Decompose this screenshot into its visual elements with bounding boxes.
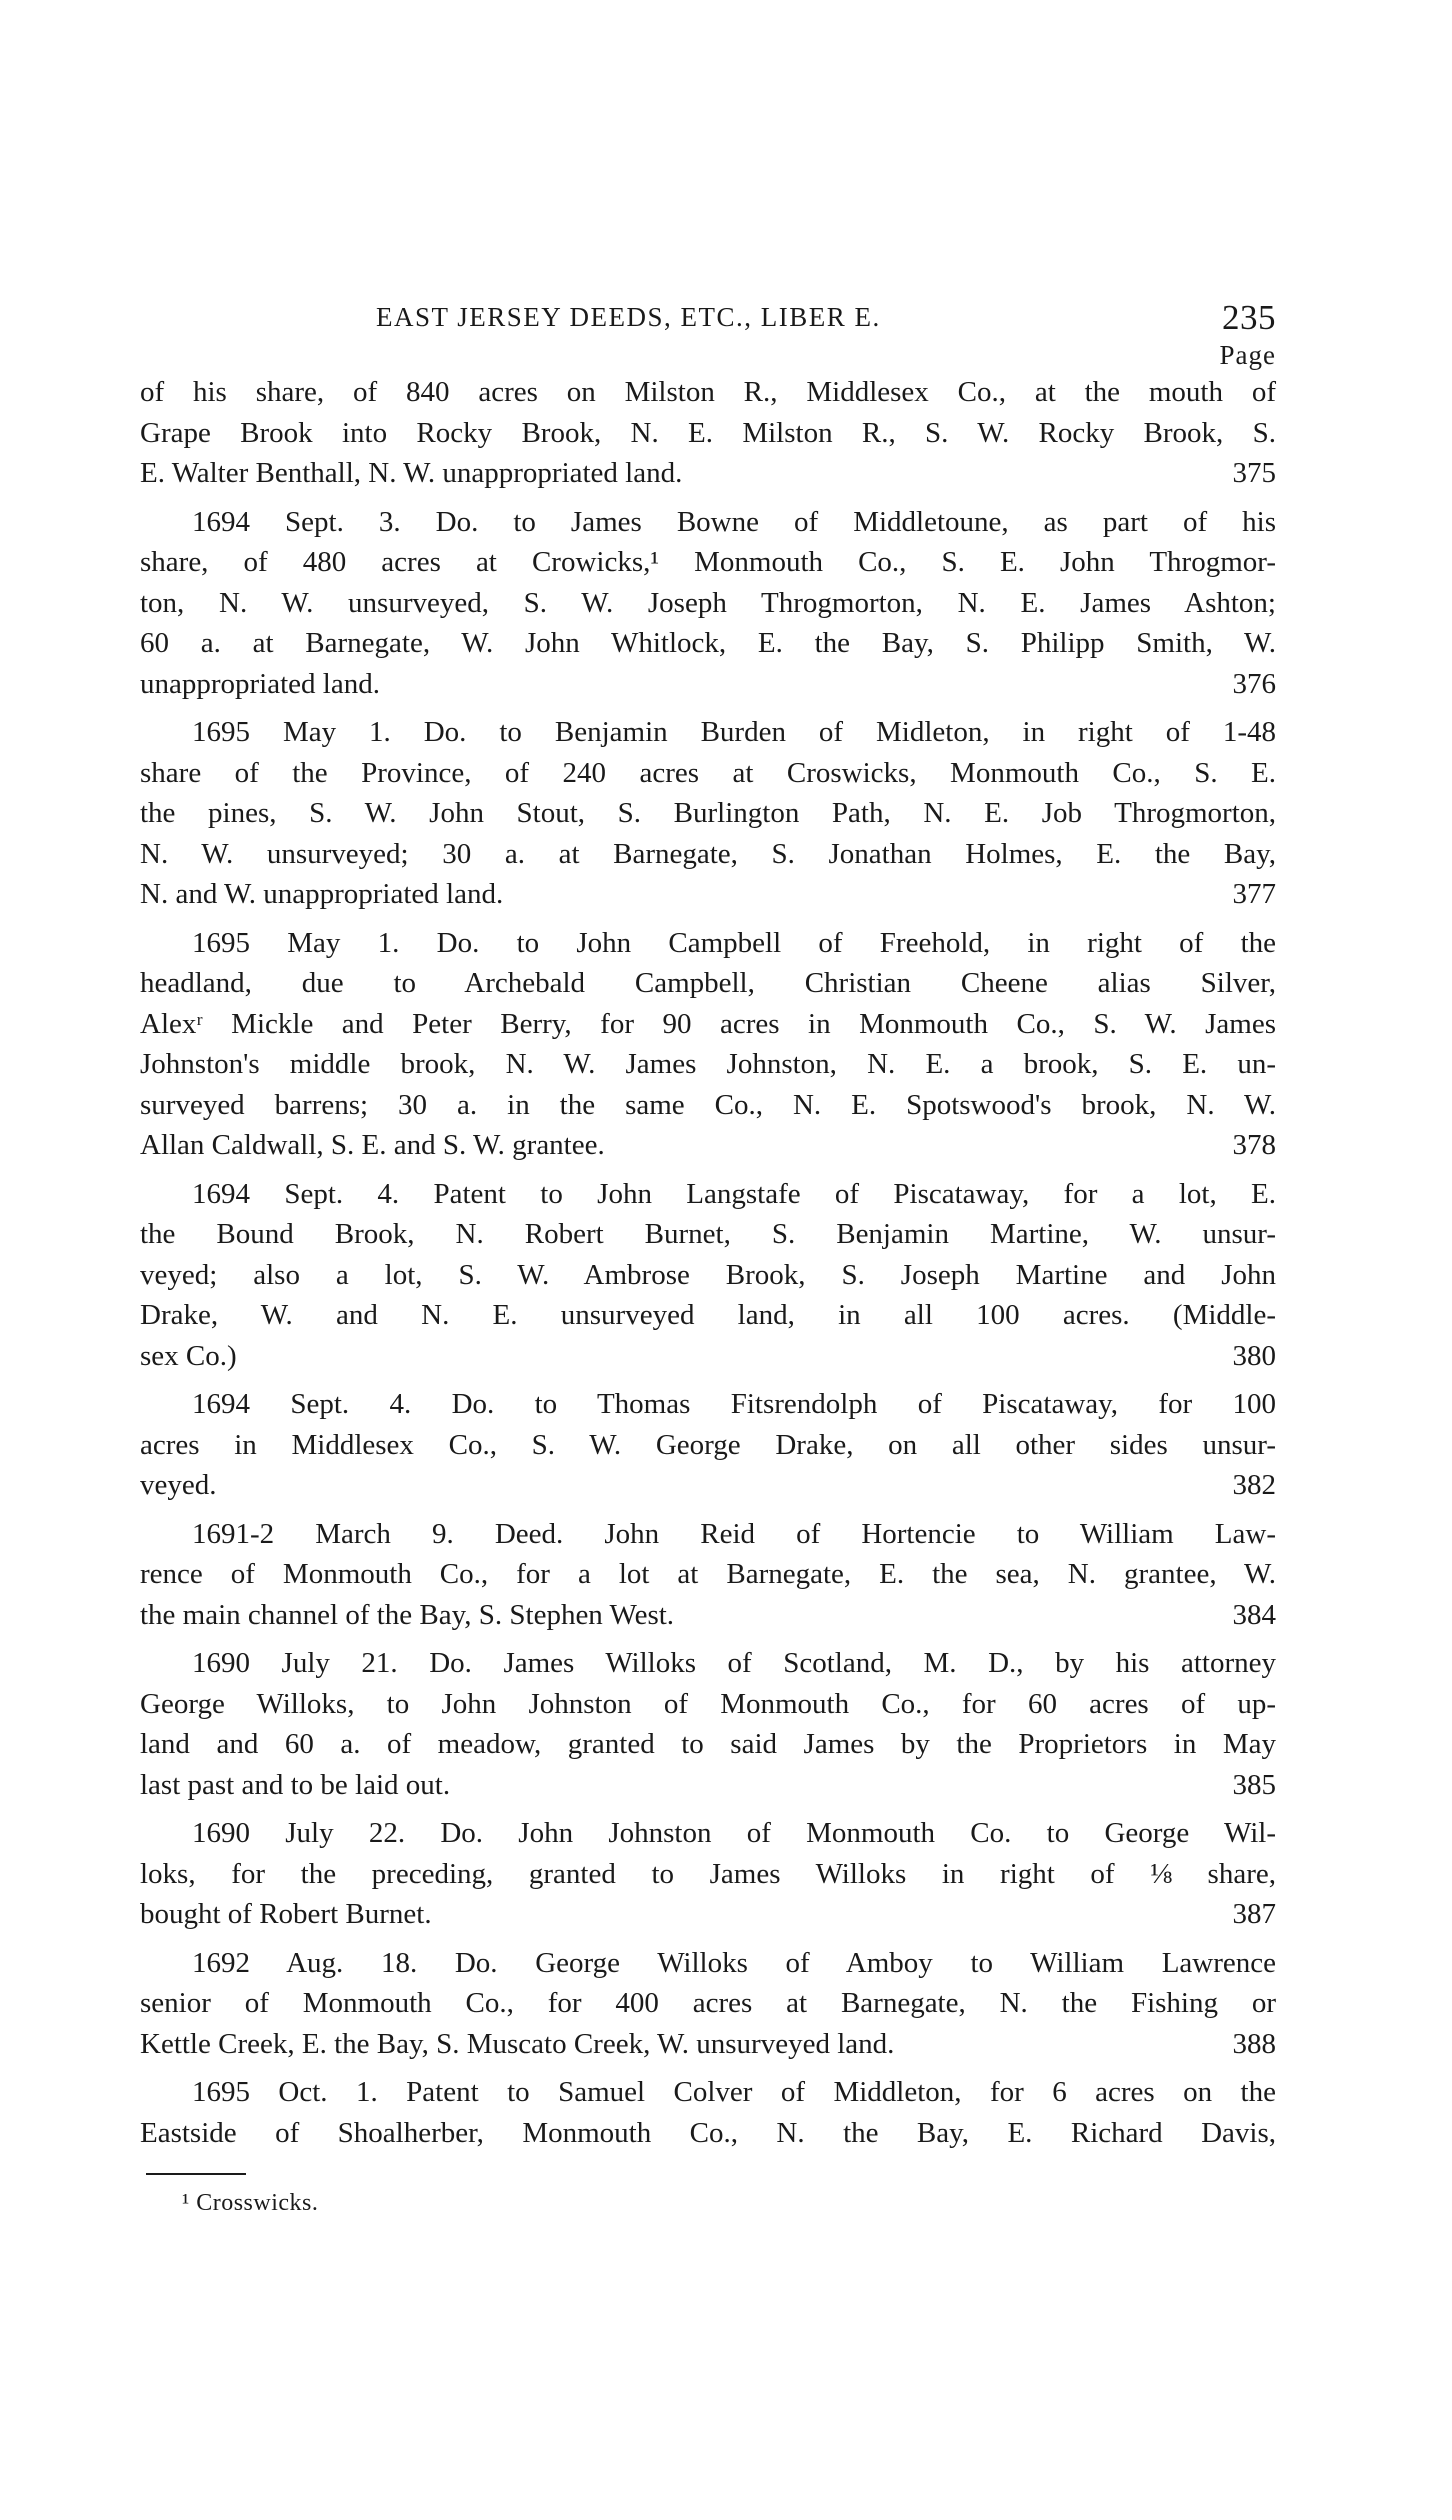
deed-entries <box>140 372 1276 2161</box>
entry-line-text: sex Co.) <box>140 1339 237 1372</box>
deed-entry <box>140 1813 1276 1935</box>
entry-line-text: 1695 May 1. Do. to Benjamin Burden of Midleton, in right of 1-48 <box>192 716 1276 748</box>
deed-entry <box>140 1174 1276 1377</box>
deed-entry <box>140 1643 1276 1805</box>
entry-line-text: 1691-2 March 9. Deed. John Reid of Hortencie to William Law- <box>192 1517 1276 1550</box>
entry-line-text: 1694 Sept. 3. Do. to James Bowne of Middletoune, as part of his <box>192 505 1276 538</box>
folio-number: 380 <box>1232 1339 1276 1372</box>
entry-line <box>140 413 1276 454</box>
folio-number: 377 <box>1232 878 1276 910</box>
entry-line <box>140 1425 1276 1466</box>
entry-line <box>140 453 1276 494</box>
running-header <box>376 298 1276 342</box>
entry-line <box>140 1004 1276 1045</box>
entry-line-text: 1690 July 21. Do. James Willoks of Scotland, M. D., by his attorney <box>192 1647 1276 1679</box>
entry-line-text: 1695 May 1. Do. to John Campbell of Freehold, in right of the <box>192 926 1276 959</box>
entry-line-text: rence of Monmouth Co., for a lot at Barnegate, E. the sea, N. grantee, W. <box>140 1558 1276 1590</box>
entry-line-text: 1694 Sept. 4. Patent to John Langstafe of Piscataway, for a lot, E. <box>192 1177 1276 1210</box>
entry-line-text: Allan Caldwall, S. E. and S. W. grantee. <box>140 1129 605 1161</box>
running-title: EAST JERSEY DEEDS, ETC., LIBER E. <box>376 302 881 332</box>
entry-line-text: N. W. unsurveyed; 30 a. at Barnegate, S. Jonathan Holmes, E. the Bay, <box>140 837 1276 870</box>
entry-line-text: 1694 Sept. 4. Do. to Thomas Fitsrendolph of Piscataway, for 100 <box>192 1388 1276 1420</box>
footnote: ¹ Crosswicks. <box>182 2190 319 2216</box>
entry-line-text: share, of 480 acres at Crowicks,¹ Monmouth Co., S. E. John Throgmor- <box>140 546 1276 578</box>
entry-line <box>140 834 1276 875</box>
entry-line <box>140 753 1276 794</box>
entry-line <box>140 1384 1276 1425</box>
entry-line-text: loks, for the preceding, granted to James Willoks in right of ⅛ share, <box>140 1857 1276 1890</box>
entry-line <box>140 1554 1276 1595</box>
folio-number: 387 <box>1232 1898 1276 1930</box>
entry-line <box>140 1295 1276 1336</box>
entry-line <box>140 1255 1276 1296</box>
entry-line <box>140 712 1276 753</box>
entry-line <box>140 1085 1276 1126</box>
entry-line-text: headland, due to Archebald Campbell, Christian Cheene alias Silver, <box>140 967 1276 999</box>
entry-line <box>140 1943 1276 1984</box>
folio-number: 378 <box>1232 1129 1276 1161</box>
entry-line-text: the pines, S. W. John Stout, S. Burlington Path, N. E. Job Throgmorton, <box>140 797 1276 829</box>
entry-line-text: veyed; also a lot, S. W. Ambrose Brook, S. Joseph Martine and John <box>140 1258 1276 1291</box>
entry-line-text: Eastside of Shoalherber, Monmouth Co., N. the Bay, E. Richard Davis, <box>140 2116 1276 2149</box>
entry-line <box>140 1214 1276 1255</box>
entry-line <box>140 2024 1276 2065</box>
entry-line <box>140 502 1276 543</box>
entry-line <box>140 923 1276 964</box>
deed-entry <box>140 1943 1276 2065</box>
deed-entry <box>140 712 1276 915</box>
footnote-rule <box>146 2173 246 2175</box>
entry-line-text: acres in Middlesex Co., S. W. George Drake, on all other sides unsur- <box>140 1428 1276 1461</box>
entry-line-text: Alexʳ Mickle and Peter Berry, for 90 acres in Monmouth Co., S. W. James <box>140 1007 1276 1040</box>
entry-line <box>140 1854 1276 1895</box>
entry-line-text: Drake, W. and N. E. unsurveyed land, in all 100 acres. (Middle- <box>140 1299 1276 1331</box>
entry-line-text: of his share, of 840 acres on Milston R., Middlesex Co., at the mouth of <box>140 376 1276 408</box>
folio-number: 385 <box>1232 1768 1276 1801</box>
entry-line <box>140 664 1276 705</box>
entry-line <box>140 1813 1276 1854</box>
entry-line <box>140 623 1276 664</box>
entry-line-text: Johnston's middle brook, N. W. James Johnston, N. E. a brook, S. E. un- <box>140 1048 1276 1080</box>
entry-line <box>140 542 1276 583</box>
entry-line-text: N. and W. unappropriated land. <box>140 878 504 910</box>
entry-line-text: surveyed barrens; 30 a. in the same Co., N. E. Spotswood's brook, N. W. <box>140 1088 1276 1121</box>
folio-number: 376 <box>1232 667 1276 700</box>
entry-line <box>140 1336 1276 1377</box>
deed-entry <box>140 1514 1276 1636</box>
entry-line-text: last past and to be laid out. <box>140 1768 451 1801</box>
folio-number: 375 <box>1232 457 1276 489</box>
folio-number: 384 <box>1232 1598 1276 1631</box>
entry-line <box>140 1125 1276 1166</box>
deed-entry <box>140 923 1276 1166</box>
entry-line-text: George Willoks, to John Johnston of Monmouth Co., for 60 acres of up- <box>140 1687 1276 1720</box>
page-number: 235 <box>1222 298 1276 337</box>
entry-line <box>140 1765 1276 1806</box>
entry-line-text: ton, N. W. unsurveyed, S. W. Joseph Throgmorton, N. E. James Ashton; <box>140 586 1276 619</box>
page-column-label: Page <box>1219 340 1276 370</box>
entry-line <box>140 1595 1276 1636</box>
entry-line <box>140 1044 1276 1085</box>
entry-line <box>140 874 1276 915</box>
entry-line-text: Kettle Creek, E. the Bay, S. Muscato Creek, W. unsurveyed land. <box>140 2027 895 2060</box>
folio-number: 382 <box>1232 1469 1276 1501</box>
entry-line-text: 60 a. at Barnegate, W. John Whitlock, E. the Bay, S. Philipp Smith, W. <box>140 627 1276 659</box>
entry-line-text: Grape Brook into Rocky Brook, N. E. Milston R., S. W. Rocky Brook, S. <box>140 416 1276 449</box>
deed-entry <box>140 502 1276 705</box>
deed-entry <box>140 372 1276 494</box>
folio-number: 388 <box>1232 2027 1276 2060</box>
entry-line-text: the main channel of the Bay, S. Stephen West. <box>140 1598 675 1631</box>
entry-line-text: 1692 Aug. 18. Do. George Willoks of Amboy to William Lawrence <box>192 1946 1276 1979</box>
entry-line <box>140 1684 1276 1725</box>
entry-line <box>140 1465 1276 1506</box>
entry-line-text: senior of Monmouth Co., for 400 acres at Barnegate, N. the Fishing or <box>140 1987 1276 2019</box>
entry-line-text: land and 60 a. of meadow, granted to said James by the Proprietors in May <box>140 1728 1276 1760</box>
entry-line <box>140 372 1276 413</box>
entry-line-text: 1695 Oct. 1. Patent to Samuel Colver of Middleton, for 6 acres on the <box>192 2076 1276 2108</box>
entry-line <box>140 1514 1276 1555</box>
entry-line <box>140 1894 1276 1935</box>
entry-line-text: unappropriated land. <box>140 667 380 700</box>
deed-entry <box>140 1384 1276 1506</box>
entry-line-text: the Bound Brook, N. Robert Burnet, S. Benjamin Martine, W. unsur- <box>140 1218 1276 1250</box>
deed-entry <box>140 2072 1276 2153</box>
entry-line-text: bought of Robert Burnet. <box>140 1898 432 1930</box>
entry-line-text: share of the Province, of 240 acres at Croswicks, Monmouth Co., S. E. <box>140 756 1276 789</box>
entry-line-text: veyed. <box>140 1469 217 1501</box>
entry-line <box>140 1983 1276 2024</box>
entry-line <box>140 2072 1276 2113</box>
entry-line <box>140 583 1276 624</box>
entry-line <box>140 793 1276 834</box>
entry-line <box>140 1643 1276 1684</box>
entry-line <box>140 1724 1276 1765</box>
entry-line-text: 1690 July 22. Do. John Johnston of Monmouth Co. to George Wil- <box>192 1817 1276 1849</box>
entry-line-text: E. Walter Benthall, N. W. unappropriated land. <box>140 457 683 489</box>
entry-line <box>140 2113 1276 2154</box>
entry-line <box>140 1174 1276 1215</box>
entry-line <box>140 963 1276 1004</box>
